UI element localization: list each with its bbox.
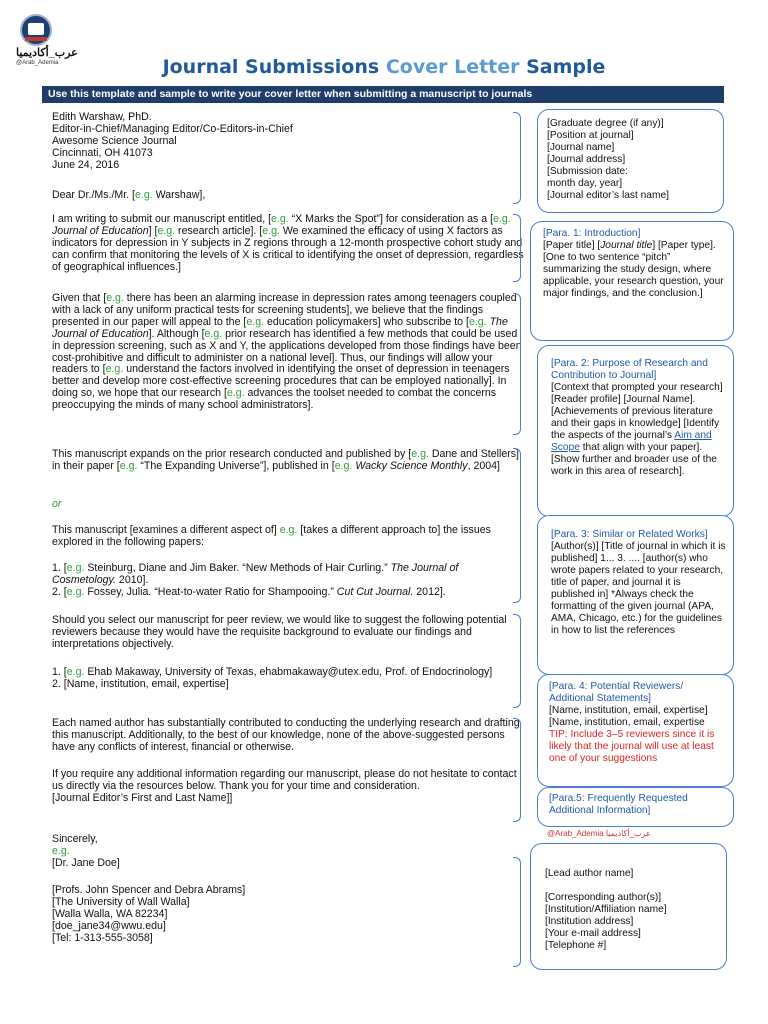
note-similar-works: [Para. 3: Similar or Related Works] [Author(s)] [Title of journal in which it is published] 1... 3. .... [author(s) who wrote papers related to your research, title of paper, and journal it is published in] *Always check the formatting of the given journal (APA, AMA, Chicago, etc.) for the guidelines in how to list the references [537,515,734,675]
list-item: 2. [Name, institution, email, expertise] [52,677,229,690]
paragraph-reviewers: Should you select our manuscript for peer review, we would like to suggest the following potential reviewers because they would have the requisite background to evaluate our findings and interpretations objectively. [52,614,507,650]
reviewer-list [52,667,524,691]
instruction-banner: Use this template and sample to write your cover letter when submitting a manuscript to journals [42,86,724,103]
list-item: 2. [e.g. Fossey, Julia. “Heat-to-water Ratio for Shampooing.” Cut Cut Journal. 2012]. [52,585,446,598]
note-introduction: [Para. 1: Introduction] [Paper title] [Journal title] [Paper type]. [One to two sentence “pitch” summarizing the study design, where applicable, your research question, your major findings, and the conclusion.] [530,221,734,341]
logo-handle: @Arab_Ademia [16,60,59,66]
signature-block: Sincerely, e.g. [Dr. Jane Doe] [52,833,120,869]
note-address-fields: [Graduate degree (if any)] [Position at journal] [Journal name] [Journal address] [Submission date: month day, year] [Journal editor’s last name] [537,109,724,213]
brace-similar [513,448,521,603]
or-separator: or [52,498,62,510]
watermark: @Arab_Ademia عرب_أكاديميا [547,829,651,838]
list-item: 1. [e.g. Steinburg, Diane and Jim Baker. “New Methods of Hair Curling.” The Journal of Cosmetology. 2010]. [52,562,459,586]
recipient-address: Edith Warshaw, PhD. Editor-in-Chief/Managing Editor/Co-Editors-in-Chief Awesome Science Journal Cincinnati, OH 41073 June 24, 2016 [52,111,293,171]
note-additional-info: [Para.5: Frequently Requested Additional Information] [537,787,734,827]
aim-and-scope-link[interactable]: Aim and Scope [551,430,712,453]
note-purpose: [Para. 2: Purpose of Research and Contribution to Journal] [Context that prompted your research][Reader profile] [Journal Name]. [Achievements of previous literature and their gaps in knowledge] [Identify the aspects of the journal’s Aim and Scope that align with your paper]. [Show further and broader use of the work in this area of research]. [537,345,734,517]
brace-reviewers [513,614,521,708]
paragraph-authors: Each named author has substantially contributed to conducting the underlying research and drafting this manuscript. Additionally, to the best of our knowledge, none of the above-suggested persons have any conflicts of interest, financial or otherwise. [52,717,520,753]
page-title: Journal Submissions Cover Letter Sample [162,56,606,78]
brand-logo [20,14,52,46]
greeting: Dear Dr./Ms./Mr. [e.g. Warshaw], [52,189,206,201]
logo-arabic-text: عرب_أكاديميا [16,47,78,59]
paragraph-similar-works: This manuscript expands on the prior research conducted and published by [e.g. Dane and Stellers] in their paper [e.g. “The Expanding Universe”], published in [e.g. Wacky Science Monthly, 2004] [52,448,520,472]
brace-contact [513,857,521,967]
paragraph-closing: If you require any additional information regarding our manuscript, please do not hesitate to contact us directly via the resources below. Thank you for your time and consideration. [Journal Editor’s First and Last Name]] [52,768,517,804]
paragraph-purpose: Given that [e.g. there has been an alarming increase in depression rates among teenagers coupled with a lack of any uniform practical tests for screening students], we believe that the findings presented in our paper will appeal to the [e.g. education policymakers] who subscribe to [e.g. The Journal of Education]. Although [e.g. prior research has identified a few methods that could be used in depression screening, such as X and Y, the applications developed from those findings have been cost-prohibitive and difficult to administer on a national level]. Thus, our findings will allow your readers to [e.g. understand the factors involved in identifying the onset of depression in teenagers better and develop more cost-effective screening procedures that can be employed nationally]. In doing so, we hope that our research [e.g. advances the toolset needed to combat the concerns preoccupying the minds of many school administrators]. [52,292,522,412]
paragraph-introduction: I am writing to submit our manuscript entitled, [e.g. “X Marks the Spot”] for consideration as a [e.g. Journal of Education] [e.g. research article]. [e.g. We examined the efficacy of using X factors as indicators for depression in Y subjects in Z regions through a 12-month prospective cohort study and can confirm that monitoring the levels of X is critical to identifying the onset of depression, regardless of geographical influences.] [52,213,524,273]
list-item: 1. [e.g. Ehab Makaway, University of Texas, ehabmakaway@utex.edu, Prof. of Endocrinology] [52,666,493,678]
brace-additional [513,718,521,822]
brace-introduction [513,214,521,282]
brace-address [513,112,521,204]
paragraph-alternative: This manuscript [examines a different aspect of] e.g. [takes a different approach to] the issues explored in the following papers: [52,524,491,548]
contact-block: [Profs. John Spencer and Debra Abrams] [The University of Wall Walla] [Walla Walla, WA 82234] [doe_jane34@wwu.edu] [Tel: 1-313-555-3058] [52,884,246,944]
reference-list [52,563,524,599]
brace-purpose [513,293,521,435]
note-contact: [Lead author name] [Corresponding author(s)] [Institution/Affiliation name] [Institution address] [Your e-mail address] [Telephone #] [530,843,727,970]
note-reviewers: [Para. 4: Potential Reviewers/ Additional Statements] [Name, institution, email, expertise] [Name, institution, email, expertise TIP: Include 3–5 reviewers since it is likely that the journal will use at least one of your suggestions [537,674,734,787]
